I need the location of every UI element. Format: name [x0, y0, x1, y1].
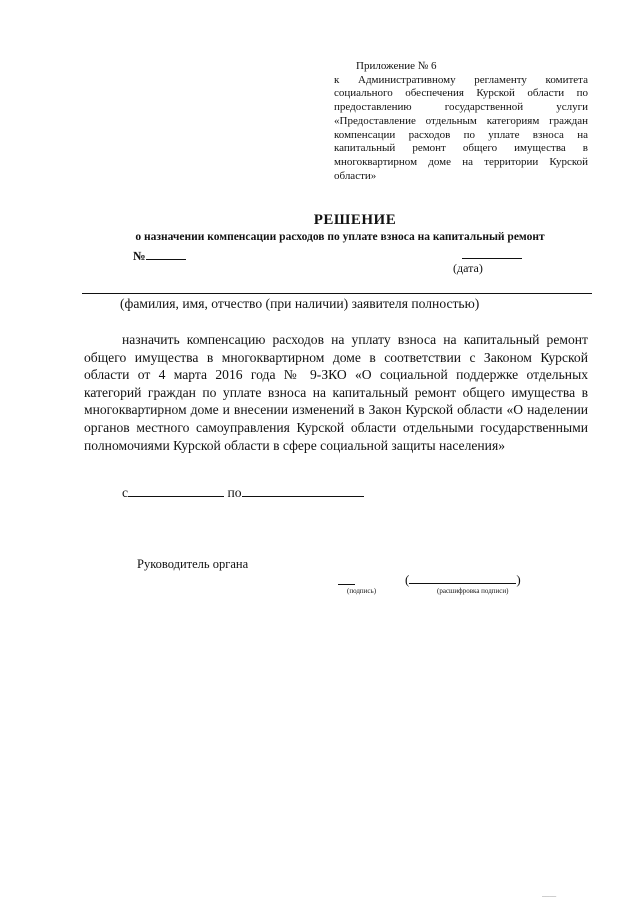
decision-number: [133, 248, 186, 264]
head-of-agency-label: Руководитель органа: [137, 557, 249, 571]
open-paren: (: [405, 572, 410, 587]
decision-subtitle: о назначении компенсации расходов по уплате взноса на капитальный ремонт: [135, 231, 545, 243]
appendix-block: [334, 60, 588, 183]
decoding-caption: (расшифровка подписи): [437, 587, 509, 595]
number-label: №: [133, 249, 146, 263]
applicant-caption: (фамилия, имя, отчество (при наличии) заявителя полностью): [120, 296, 480, 311]
decision-heading: РЕШЕНИЕ: [313, 212, 397, 228]
period-from-blank: [128, 484, 224, 497]
number-blank: [146, 248, 186, 260]
close-paren: ): [516, 572, 521, 587]
date-blank: [462, 258, 522, 259]
signature-caption: (подпись): [347, 587, 377, 595]
period-to-label: по: [227, 485, 242, 500]
footer-mark: ────: [542, 895, 557, 900]
decision-body: [84, 331, 588, 454]
period-from-label: с: [122, 485, 129, 500]
signature-blank: [338, 584, 355, 585]
period-line: [122, 484, 364, 501]
date-label: (дата): [453, 261, 483, 275]
applicant-name-line: [82, 293, 592, 294]
appendix-title: Приложение № 6: [356, 60, 437, 72]
decision-body-text: назначить компенсацию расходов на уплату взноса на капитальный ремонт общего имущества в многоквартирном доме в соответствии с Законом Курской области от 4 марта 2016 года № 9-ЗКО «О социальной поддержке отдельных категорий граждан по уплате взноса на капитальный ремонт общего имущества в многоквартирном доме и внесении изменений в Закон Курской области «О наделении органов местного самоуправления Курской области отдельными государственными полномочиями Курской области в сфере социальной защиты населения»: [84, 332, 588, 453]
decoding-blank: [409, 571, 516, 584]
period-to-blank: [242, 484, 364, 497]
appendix-body: к Административному регламенту комитета социального обеспечения Курской области по предоставлению государственной услуги «Предоставление отдельным категориям граждан компенсации расходов по уплате взноса на капитальный ремонт общего имущества в многоквартирном доме на территории Курской области»: [334, 73, 588, 182]
signature-decoding-line: [405, 571, 521, 588]
